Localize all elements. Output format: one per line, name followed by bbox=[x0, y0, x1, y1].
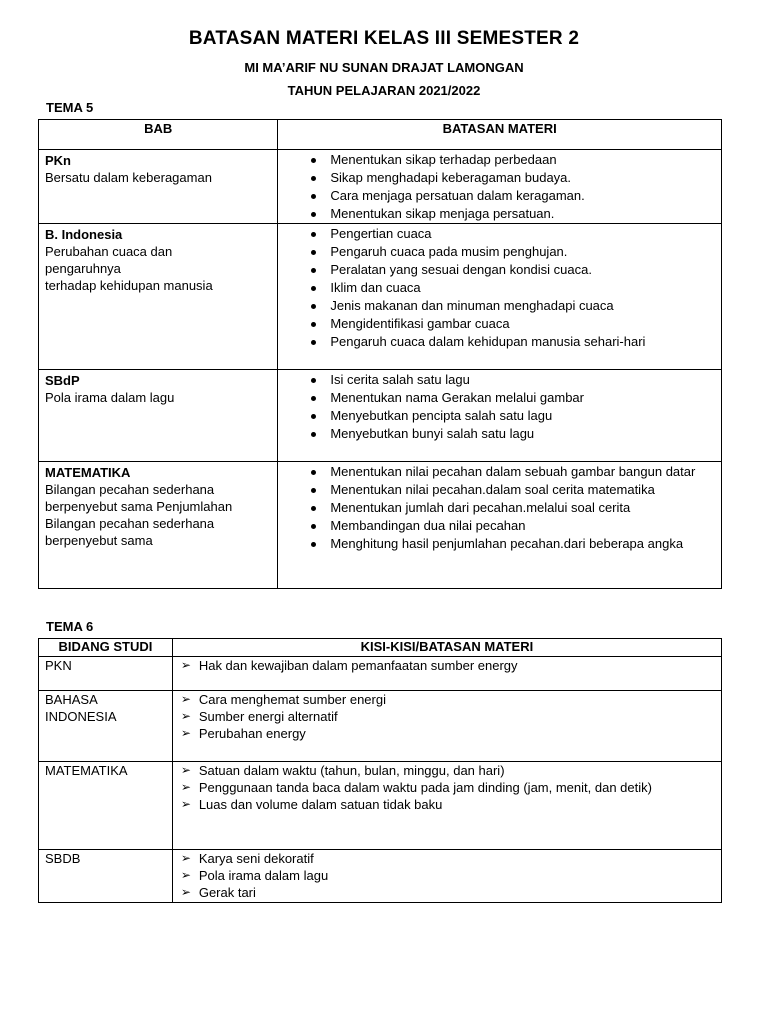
list-item: Menghitung hasil penjumlahan pecahan.dari beberapa angka bbox=[278, 535, 717, 553]
material-list bbox=[278, 225, 721, 351]
table-row bbox=[39, 370, 722, 462]
tema6-label: TEMA 6 bbox=[46, 619, 94, 634]
subject-name: MATEMATIKA bbox=[45, 465, 131, 480]
list-item: Pengertian cuaca bbox=[278, 225, 717, 243]
subject-description: Bersatu dalam keberagaman bbox=[45, 170, 212, 185]
subject-description: Pola irama dalam lagu bbox=[45, 390, 175, 405]
subject-name: BAHASA INDONESIA bbox=[39, 691, 173, 762]
list-item: Peralatan yang sesuai dengan kondisi cuaca. bbox=[278, 261, 717, 279]
material-cell bbox=[278, 462, 722, 589]
table-row bbox=[39, 150, 722, 224]
subject-cell bbox=[39, 224, 278, 370]
list-item: Menentukan nama Gerakan melalui gambar bbox=[278, 389, 717, 407]
material-cell bbox=[172, 657, 721, 691]
table-row bbox=[39, 762, 722, 850]
academic-year: TAHUN PELAJARAN 2021/2022 bbox=[287, 83, 481, 98]
tema5-header-bab: BAB bbox=[39, 120, 278, 150]
material-list bbox=[173, 850, 721, 901]
list-item: Iklim dan cuaca bbox=[278, 279, 717, 297]
list-item: ➢ Sumber energi alternatif bbox=[173, 708, 717, 725]
subject-cell bbox=[39, 370, 278, 462]
table-row bbox=[39, 224, 722, 370]
tema5-header-batasan: BATASAN MATERI bbox=[278, 120, 722, 150]
subject-name: B. Indonesia bbox=[45, 227, 123, 242]
material-list bbox=[173, 762, 721, 813]
list-item: ➢ Hak dan kewajiban dalam pemanfaatan sumber energy bbox=[173, 657, 717, 674]
list-item: Membandingan dua nilai pecahan bbox=[278, 517, 717, 535]
material-cell bbox=[278, 370, 722, 462]
material-cell bbox=[172, 762, 721, 850]
list-item: Pengaruh cuaca pada musim penghujan. bbox=[278, 243, 717, 261]
material-list bbox=[278, 151, 721, 223]
subject-description: Bilangan pecahan sederhana berpenyebut sama Penjumlahan Bilangan pecahan sederhana berpenyebut sama bbox=[45, 482, 233, 548]
material-cell bbox=[172, 850, 721, 903]
tema6-table bbox=[38, 638, 722, 903]
list-item: ➢ Gerak tari bbox=[173, 884, 717, 901]
list-item: Sikap menghadapi keberagaman budaya. bbox=[278, 169, 717, 187]
material-cell bbox=[172, 691, 721, 762]
list-item: ➢ Luas dan volume dalam satuan tidak baku bbox=[173, 796, 717, 813]
list-item: Menyebutkan pencipta salah satu lagu bbox=[278, 407, 717, 425]
tema5-table bbox=[38, 119, 722, 589]
material-list bbox=[173, 657, 721, 674]
school-name: MI MA’ARIF NU SUNAN DRAJAT LAMONGAN bbox=[244, 60, 524, 75]
list-item: Mengidentifikasi gambar cuaca bbox=[278, 315, 717, 333]
material-list bbox=[173, 691, 721, 742]
tema6-header-kisi-kisi: KISI-KISI/BATASAN MATERI bbox=[172, 639, 721, 657]
tema5-label: TEMA 5 bbox=[46, 100, 94, 115]
list-item: ➢ Penggunaan tanda baca dalam waktu pada jam dinding (jam, menit, dan detik) bbox=[173, 779, 717, 796]
subject-cell bbox=[39, 150, 278, 224]
list-item: ➢ Perubahan energy bbox=[173, 725, 717, 742]
list-item: ➢ Pola irama dalam lagu bbox=[173, 867, 717, 884]
list-item: Menentukan nilai pecahan dalam sebuah gambar bangun datar bbox=[278, 463, 717, 481]
table-row bbox=[39, 462, 722, 589]
material-list bbox=[278, 463, 721, 553]
table-row bbox=[39, 691, 722, 762]
subject-description: Perubahan cuaca dan pengaruhnya terhadap kehidupan manusia bbox=[45, 244, 213, 293]
list-item: Cara menjaga persatuan dalam keragaman. bbox=[278, 187, 717, 205]
material-cell bbox=[278, 224, 722, 370]
list-item: Menentukan jumlah dari pecahan.melalui soal cerita bbox=[278, 499, 717, 517]
subject-name: PKn bbox=[45, 153, 71, 168]
table-row bbox=[39, 850, 722, 903]
subject-name: SBDB bbox=[39, 850, 173, 903]
list-item: Pengaruh cuaca dalam kehidupan manusia sehari-hari bbox=[278, 333, 717, 351]
list-item: ➢ Satuan dalam waktu (tahun, bulan, minggu, dan hari) bbox=[173, 762, 717, 779]
list-item: Isi cerita salah satu lagu bbox=[278, 371, 717, 389]
tema6-header-bidang-studi: BIDANG STUDI bbox=[39, 639, 173, 657]
list-item: Menentukan sikap menjaga persatuan. bbox=[278, 205, 717, 223]
table-row bbox=[39, 657, 722, 691]
subject-cell bbox=[39, 462, 278, 589]
list-item: Menyebutkan bunyi salah satu lagu bbox=[278, 425, 717, 443]
list-item: Menentukan nilai pecahan.dalam soal cerita matematika bbox=[278, 481, 717, 499]
list-item: Menentukan sikap terhadap perbedaan bbox=[278, 151, 717, 169]
list-item: ➢ Cara menghemat sumber energi bbox=[173, 691, 717, 708]
material-cell bbox=[278, 150, 722, 224]
document-title: BATASAN MATERI KELAS III SEMESTER 2 bbox=[188, 28, 580, 49]
subject-name: PKN bbox=[39, 657, 173, 691]
subject-name: SBdP bbox=[45, 373, 80, 388]
list-item: ➢ Karya seni dekoratif bbox=[173, 850, 717, 867]
list-item: Jenis makanan dan minuman menghadapi cuaca bbox=[278, 297, 717, 315]
material-list bbox=[278, 371, 721, 443]
subject-name: MATEMATIKA bbox=[39, 762, 173, 850]
